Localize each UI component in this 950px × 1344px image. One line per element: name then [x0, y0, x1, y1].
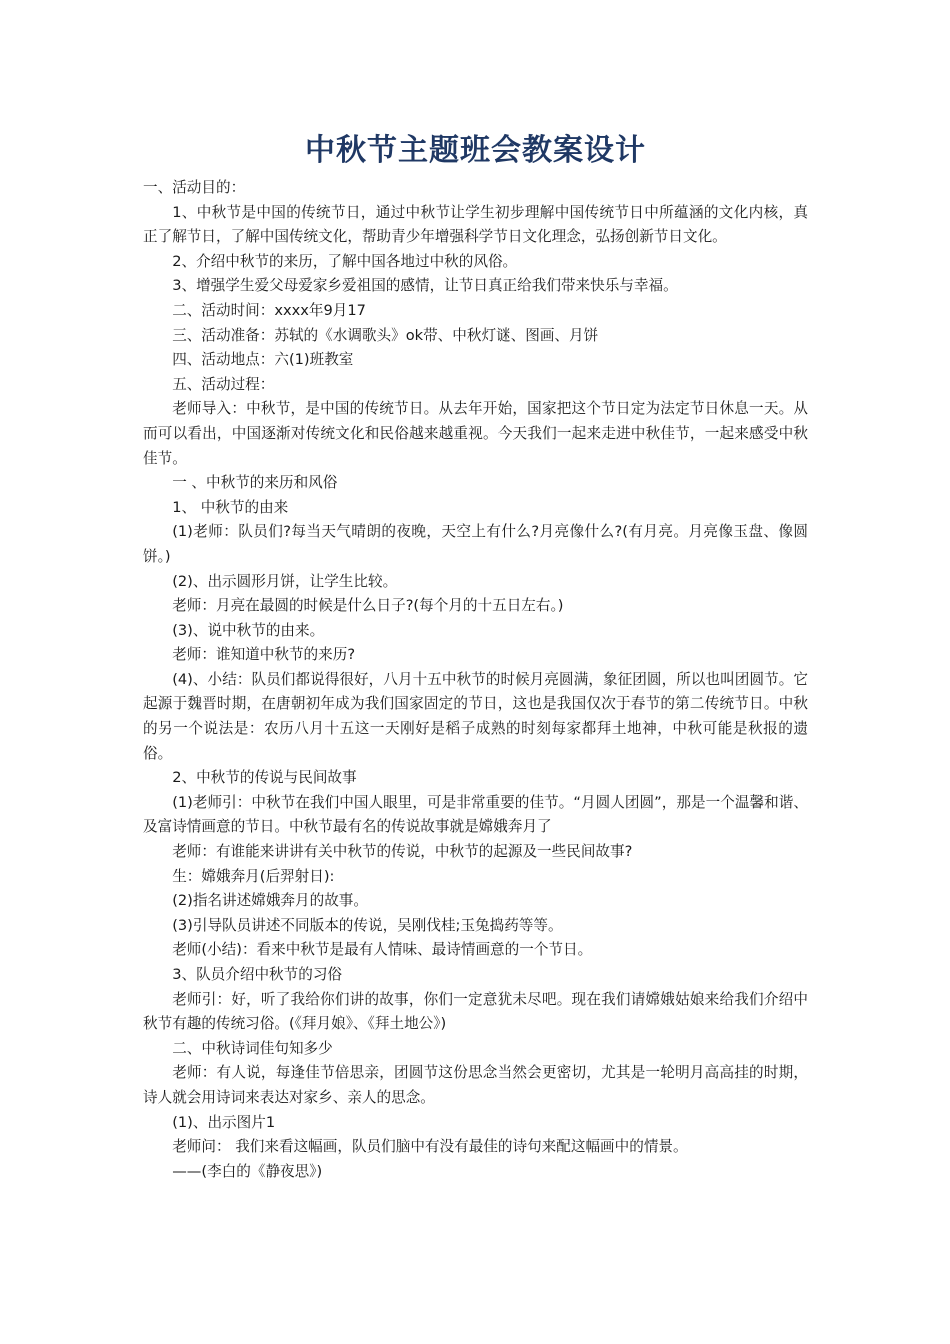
- paragraph: (2)指名讲述嫦娥奔月的故事。: [172, 892, 368, 910]
- paragraph: 老师问： 我们来看这幅画，队员们脑中有没有最佳的诗句来配这幅画中的情景。: [172, 1138, 688, 1156]
- paragraph: 生：嫦娥奔月(后羿射日):: [172, 867, 335, 885]
- paragraph: 一、活动目的：: [143, 179, 246, 196]
- paragraph: 四、活动地点：六(1)班教室: [172, 351, 354, 369]
- paragraph: 2、中秋节的传说与民间故事: [172, 769, 357, 787]
- paragraph: 老师：有人说，每逢佳节倍思亲，团圆节这份思念当然会更密切，尤其是一轮明月高高挂的时期，诗人就会用诗词来表达对家乡、亲人的思念。: [143, 1064, 808, 1106]
- paragraph: 1、中秋节是中国的传统节日，通过中秋节让学生初步理解中国传统节日中所蕴涵的文化内核，真正了解节日，了解中国传统文化，帮助青少年增强科学节日文化理念，弘扬创新节日文化。: [143, 203, 808, 246]
- paragraph: 二、中秋诗词佳句知多少: [172, 1039, 333, 1057]
- paragraph: (1)、出示图片1: [172, 1113, 276, 1131]
- paragraph: 一 、中秋节的来历和风俗: [172, 474, 338, 492]
- paragraph: (4)、小结：队员们都说得很好，八月十五中秋节的时候月亮圆满，象征团圆，所以也叫团圆节。它起源于魏晋时期，在唐朝初年成为我们国家固定的节日，这也是我国仅次于春节的第二传统节日。中秋的另一个说法是：农历八月十五这一天刚好是稻子成熟的时刻每家都拜土地神，中秋可能是秋报的遗俗。: [143, 670, 808, 762]
- paragraph: 2、介绍中秋节的来历，了解中国各地过中秋的风俗。: [172, 252, 518, 270]
- paragraph: 老师：月亮在最圆的时候是什么日子?(每个月的十五日左右。): [172, 597, 564, 615]
- paragraph: (3)、说中秋节的由来。: [172, 621, 325, 639]
- paragraph: 1、 中秋节的由来: [172, 498, 289, 516]
- paragraph: 3、增强学生爱父母爱家乡爱祖国的感情，让节日真正给我们带来快乐与幸福。: [172, 277, 678, 295]
- paragraph: 老师：谁知道中秋节的来历?: [172, 646, 356, 664]
- document-title: 中秋节主题班会教案设计: [305, 133, 646, 168]
- paragraph: 老师：有谁能来讲讲有关中秋节的传说，中秋节的起源及一些民间故事?: [172, 843, 633, 861]
- paragraph: (2)、出示圆形月饼，让学生比较。: [172, 572, 398, 590]
- paragraph: 二、活动时间：xxxx年9月17: [172, 301, 366, 319]
- paragraph: (3)引导队员讲述不同版本的传说，吴刚伐桂;玉兔捣药等等。: [172, 916, 563, 934]
- document-body: [143, 176, 808, 1184]
- paragraph: (1)老师引：中秋节在我们中国人眼里，可是非常重要的佳节。“月圆人团圆”，那是一个温馨和谐、及富诗情画意的节日。中秋节最有名的传说故事就是嫦娥奔月了: [143, 793, 808, 836]
- paragraph: 三、活动准备：苏轼的《水调歌头》ok带、中秋灯谜、图画、月饼: [172, 326, 599, 344]
- paragraph: 老师(小结)：看来中秋节是最有人情味、最诗情画意的一个节日。: [172, 941, 593, 959]
- paragraph: 3、队员介绍中秋节的习俗: [172, 966, 343, 983]
- document-page: [143, 128, 808, 1184]
- paragraph: 五、活动过程：: [172, 375, 275, 393]
- paragraph: (1)老师：队员们?每当天气晴朗的夜晚，天空上有什么?月亮像什么?(有月亮。月亮像玉盘、像圆饼。): [143, 523, 808, 565]
- paragraph: 老师导入：中秋节，是中国的传统节日。从去年开始，国家把这个节日定为法定节日休息一天。从而可以看出，中国逐渐对传统文化和民俗越来越重视。今天我们一起来走进中秋佳节，一起来感受中秋佳节。: [143, 400, 808, 467]
- paragraph: ——(李白的《静夜思》): [172, 1162, 323, 1180]
- paragraph: 老师引：好，听了我给你们讲的故事，你们一定意犹未尽吧。现在我们请嫦娥姑娘来给我们介绍中秋节有趣的传统习俗。(《拜月娘》、《拜土地公》): [143, 990, 808, 1033]
